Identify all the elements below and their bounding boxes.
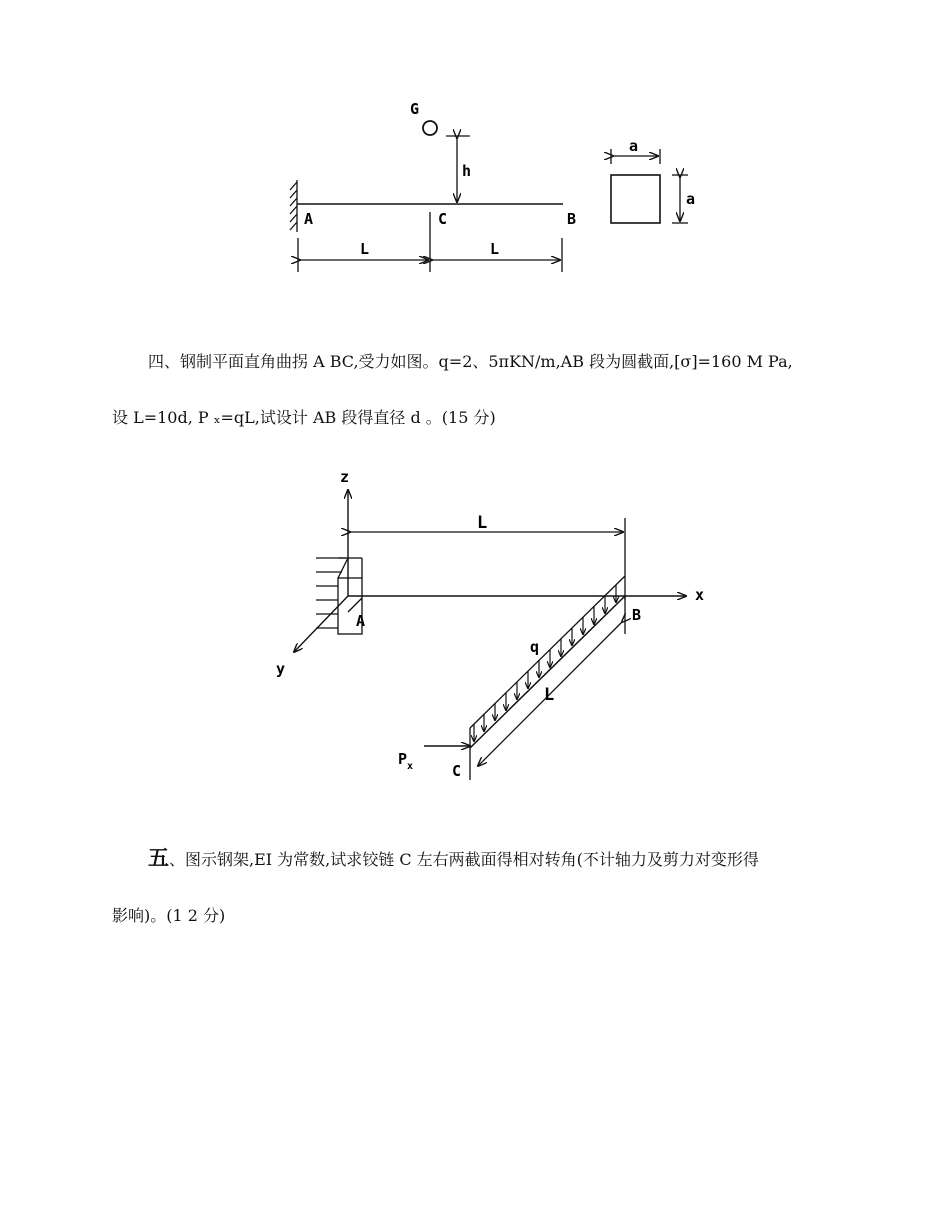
label-L-left: L (360, 240, 370, 258)
label-a-top: a (629, 137, 639, 155)
label-x: x (695, 586, 705, 604)
label-a-side: a (686, 190, 696, 208)
problem-5-text (112, 830, 842, 944)
distributed-load-arrows (474, 585, 616, 741)
label-G: G (410, 100, 420, 118)
label-L-diag: L (544, 685, 555, 705)
label-z: z (340, 468, 350, 486)
label-C: C (452, 762, 462, 780)
label-q: q (530, 638, 540, 656)
problem-4-line2: 设 L=10d, P ₓ=qL,试设计 AB 段得直径 d 。(15 分) (112, 408, 496, 427)
label-P: P (398, 750, 408, 768)
label-L-top: L (477, 513, 488, 533)
problem-5-line1: 、图示钢架,EI 为常数,试求铰链 C 左右两截面得相对转角(不计轴力及剪力对变形得 (169, 850, 759, 869)
label-P-subscript: x (407, 761, 414, 772)
label-B: B (567, 210, 577, 228)
problem-4-line1: 四、钢制平面直角曲拐 A BC,受力如图。q=2、5πKN/m,AB 段为圆截面,[σ]=160 M Pa, (148, 352, 793, 371)
load-line-q (470, 576, 625, 728)
wall-hatch-lines (316, 558, 346, 628)
segment-BC (470, 596, 625, 748)
label-h: h (462, 162, 472, 180)
label-Px (398, 750, 413, 772)
label-A: A (304, 210, 314, 228)
label-B: B (632, 606, 642, 624)
problem-5-line2: 影响)。(1 2 分) (112, 906, 226, 925)
label-L-right: L (490, 240, 500, 258)
label-C: C (438, 210, 448, 228)
label-A: A (356, 612, 366, 630)
problem-5-number: 五 (148, 845, 169, 870)
label-y: y (276, 660, 286, 678)
y-axis (294, 596, 348, 652)
